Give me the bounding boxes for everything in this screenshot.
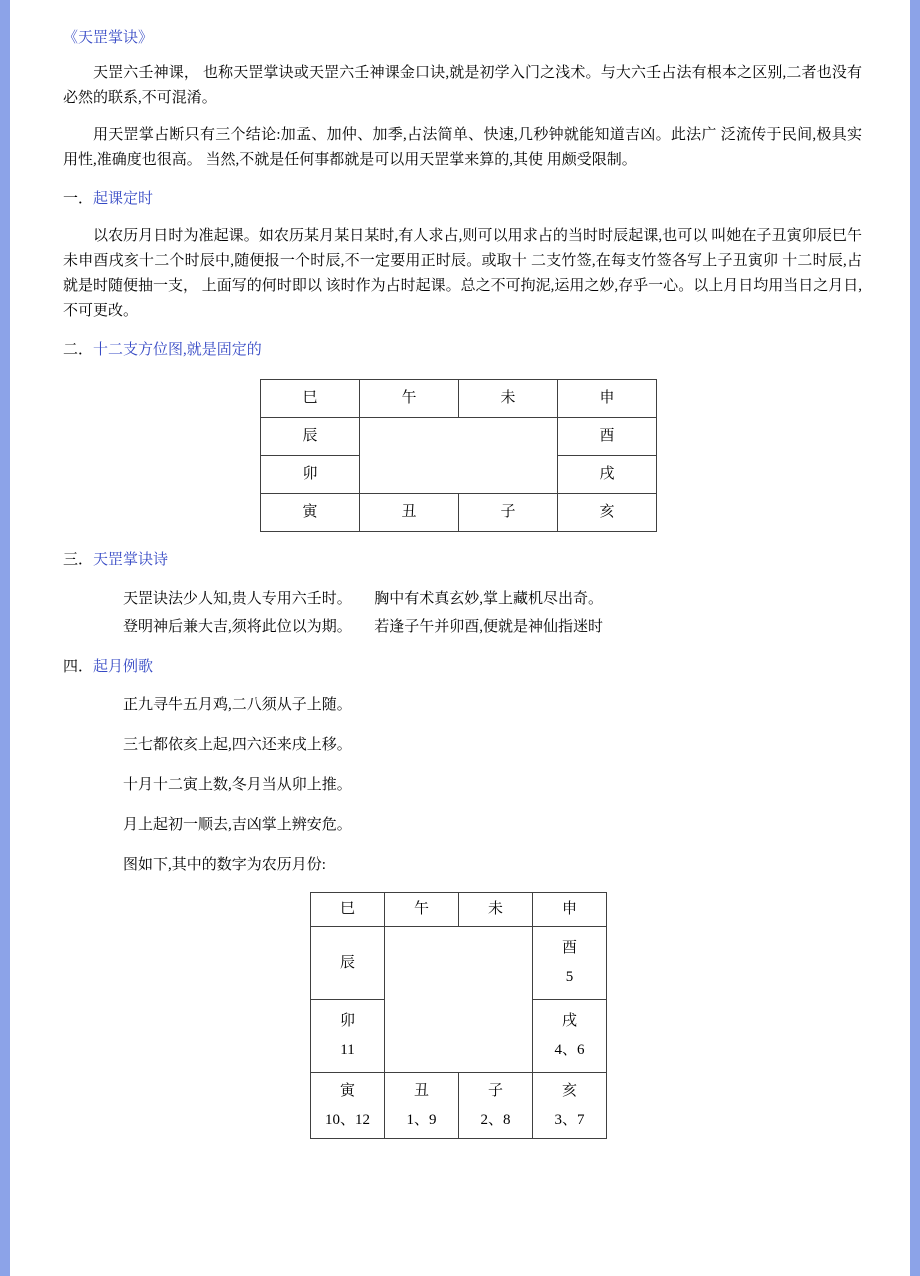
intro-paragraph-1: 天罡六壬神课， 也称天罡掌诀或天罡六壬神课金口诀,就是初学入门之浅术。与大六壬占法有根本之区别,二者也没有必然的联系,不可混淆。 (63, 65, 862, 106)
cell-mao: 卯 (261, 456, 360, 494)
song-line: 三七都依亥上起,四六还来戌上移。 (123, 737, 352, 753)
month-number-table (310, 892, 607, 1139)
branch-label: 卯 (339, 1013, 355, 1029)
cell-si: 巳 (311, 893, 385, 927)
page-edge-right (910, 0, 920, 1276)
branch-label: 亥 (561, 1082, 577, 1099)
cell-hai: 亥 (558, 494, 657, 532)
cell-yin (311, 1073, 385, 1139)
poem-line: 天罡诀法少人知,贵人专用六壬时。 胸中有术真玄妙,掌上藏机尽出奇。 (123, 591, 604, 607)
section-heading-3 (63, 548, 862, 573)
cell-xu: 戌 (558, 456, 657, 494)
section-heading-2 (63, 338, 862, 363)
table-row (261, 418, 657, 456)
palm-center-empty-cell (385, 927, 533, 1073)
cell-you: 酉 (558, 418, 657, 456)
cell-you (533, 927, 607, 1000)
branch-label: 酉 (561, 940, 577, 956)
branch-position-table (260, 379, 657, 532)
month-numbers: 1、9 (406, 1111, 437, 1128)
cell-shen: 申 (558, 380, 657, 418)
document-title: 《天罡掌诀》 (63, 30, 154, 46)
cell-chen: 辰 (261, 418, 360, 456)
branch-label: 丑 (413, 1082, 429, 1099)
song-line: 十月十二寅上数,冬月当从卯上推。 (123, 777, 352, 793)
cell-chou: 丑 (360, 494, 459, 532)
month-numbers: 4、6 (554, 1042, 585, 1058)
table-row (311, 893, 607, 927)
branch-label: 寅 (339, 1082, 355, 1099)
cell-shen: 申 (533, 893, 607, 927)
month-numbers: 5 (565, 969, 574, 985)
song-line: 月上起初一顺去,吉凶掌上辨安危。 (123, 817, 352, 833)
cell-si: 巳 (261, 380, 360, 418)
cell-zi (459, 1073, 533, 1139)
section-number: 二． (63, 342, 94, 358)
cell-xu (533, 1000, 607, 1073)
intro-paragraph-2: 用天罡掌占断只有三个结论:加孟、加仲、加季,占法简单、快速,几秒钟就能知道吉凶。此法广 泛流传于民间,极具实用性,准确度也很高。 当然,不就是任何事都就是可以用天罡掌来算的,其使 用颇受限制。 (63, 127, 862, 168)
branch-label: 子 (487, 1082, 503, 1099)
cell-chou (385, 1073, 459, 1139)
cell-yin: 寅 (261, 494, 360, 532)
palm-formula-poem (123, 585, 862, 641)
section-number: 三． (63, 552, 94, 568)
month-start-song (123, 692, 862, 878)
section-title: 起月例歌 (93, 659, 154, 675)
section-1-body: 以农历月日时为准起课。如农历某月某日某时,有人求占,则可以用求占的当时时辰起课,也可以 叫她在子丑寅卯辰巳午未申酉戌亥十二个时辰中,随便报一个时辰,不一定要用正时辰。或取十 二支竹签,在每支竹签各写上子丑寅卯 十二时辰,占就是时随便抽一支， 上面写的何时即以 该时作为占时起课。总之不可拘泥,运用之妙,存乎一心。以上月日均用当日之月日,不可更改。 (63, 228, 862, 319)
section-title: 天罡掌诀诗 (93, 552, 169, 568)
section-title: 十二支方位图,就是固定的 (93, 342, 262, 358)
section-number: 四． (63, 659, 94, 675)
cell-wu: 午 (360, 380, 459, 418)
poem-line: 登明神后兼大吉,须将此位以为期。 若逢子午并卯酉,便就是神仙指迷时 (123, 619, 604, 635)
cell-chen: 辰 (311, 927, 385, 1000)
cell-wu: 午 (385, 893, 459, 927)
table-row (261, 380, 657, 418)
branch-label: 戌 (561, 1013, 577, 1029)
month-numbers: 11 (340, 1042, 355, 1058)
cell-wei: 未 (459, 893, 533, 927)
table-row (311, 1073, 607, 1139)
cell-wei: 未 (459, 380, 558, 418)
table-row (261, 494, 657, 532)
section-heading-4 (63, 655, 862, 680)
page-edge-left (0, 0, 10, 1276)
month-numbers: 3、7 (554, 1111, 585, 1128)
cell-mao (311, 1000, 385, 1073)
palm-center-empty-cell (360, 418, 558, 494)
month-numbers: 2、8 (480, 1111, 511, 1128)
cell-hai (533, 1073, 607, 1139)
month-numbers: 10、12 (324, 1111, 370, 1128)
section-title: 起课定时 (93, 191, 154, 207)
song-line: 正九寻牛五月鸡,二八须从子上随。 (123, 697, 352, 713)
cell-zi: 子 (459, 494, 558, 532)
song-line: 图如下,其中的数字为农历月份: (123, 857, 326, 873)
section-heading-1 (63, 187, 862, 212)
table-row (311, 927, 607, 1000)
section-number: 一． (63, 191, 94, 207)
